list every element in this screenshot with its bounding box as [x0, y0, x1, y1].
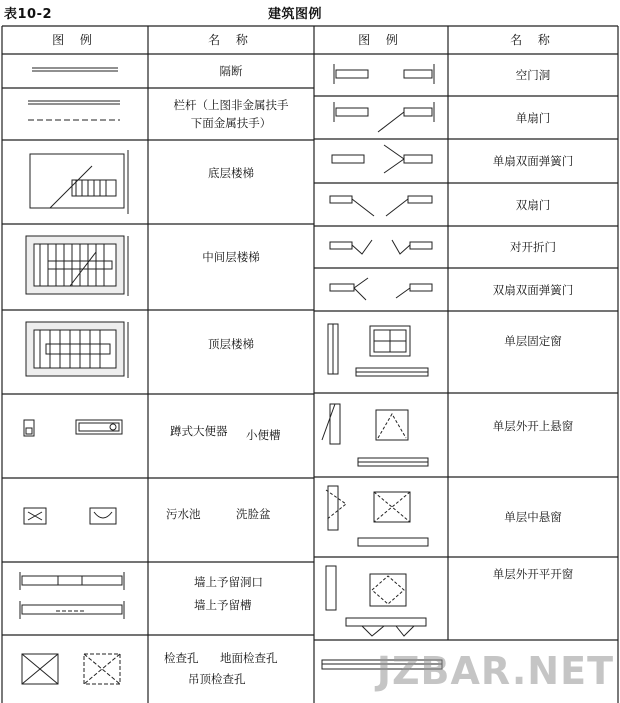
- name-railing-line1: 栏杆（上图非金属扶手: [173, 98, 289, 112]
- name-top-floor-stair: 顶层楼梯: [208, 337, 254, 351]
- double-swing-door-symbol: [330, 278, 432, 300]
- header-symbol-left: 图 例: [52, 33, 98, 47]
- header-name-left: 名 称: [208, 33, 254, 47]
- partition-symbol: [32, 68, 118, 71]
- name-ceiling-inspection-hole: 吊顶检查孔: [188, 672, 246, 686]
- name-casement-window: 单层外开平开窗: [492, 567, 574, 581]
- name-single-door: 单扇门: [515, 110, 551, 125]
- name-top-hung-window: 单层外开上悬窗: [492, 419, 574, 433]
- empty-doorway-symbol: [334, 64, 434, 84]
- urinal-trough-symbol: [76, 420, 122, 434]
- top-hung-window-symbol: [322, 404, 428, 466]
- name-railing: [148, 88, 314, 140]
- name-center-pivot-window: 单层中悬窗: [504, 510, 562, 524]
- squat-toilet-symbol: [24, 420, 34, 436]
- wall-groove-symbol: [20, 601, 124, 619]
- casement-window-symbol: [326, 566, 426, 636]
- wash-basin-symbol: [90, 508, 116, 524]
- single-swing-door-symbol: [332, 145, 432, 173]
- floor-inspection-hole-symbol: [22, 654, 58, 684]
- name-railing-line2: 下面金属扶手）: [190, 116, 272, 130]
- ground-floor-stair-symbol: [30, 150, 128, 214]
- name-wall-groove: 墙上予留槽: [194, 598, 252, 612]
- bifold-door-symbol: [330, 240, 432, 254]
- name-double-swing-door: 双扇双面弹簧门: [492, 282, 574, 297]
- ceiling-inspection-hole-symbol: [84, 654, 120, 684]
- name-empty-doorway: 空门洞: [515, 68, 551, 82]
- name-middle-floor-stair: 中间层楼梯: [202, 250, 260, 264]
- name-bifold-door: 对开折门: [510, 240, 556, 254]
- railing-symbol: [28, 101, 120, 120]
- header-symbol-right: 图 例: [358, 33, 404, 47]
- center-pivot-window-symbol: [326, 486, 428, 546]
- watermark: JZBAR.NET: [376, 649, 614, 693]
- header-name-right: 名 称: [510, 33, 556, 47]
- name-wall-opening: 墙上予留洞口: [194, 575, 263, 589]
- top-floor-stair-symbol: [26, 322, 128, 378]
- name-mop-sink: 污水池: [166, 507, 201, 521]
- single-door-symbol: [334, 102, 434, 132]
- name-single-swing-door: 单扇双面弹簧门: [492, 154, 574, 168]
- name-ground-floor-stair: 底层楼梯: [208, 166, 254, 180]
- name-partition: 隔断: [219, 64, 243, 78]
- name-inspection-hole: 检查孔: [164, 651, 199, 665]
- middle-floor-stair-symbol: [26, 236, 128, 296]
- name-squat-toilet: 蹲式大便器: [170, 424, 228, 438]
- wall-opening-symbol: [20, 572, 124, 590]
- mop-sink-symbol: [24, 508, 46, 524]
- table-title: 建筑图例: [268, 7, 323, 22]
- name-double-door: 双扇门: [515, 197, 551, 212]
- fixed-window-symbol: [328, 324, 428, 376]
- name-wash-basin: 洗脸盆: [236, 507, 271, 521]
- name-floor-inspection-hole: 地面检查孔: [220, 651, 278, 665]
- name-fixed-window: 单层固定窗: [504, 334, 562, 348]
- double-door-symbol: [330, 196, 432, 216]
- name-urinal-trough: 小便槽: [246, 428, 281, 442]
- table-number: 表10-2: [4, 7, 53, 22]
